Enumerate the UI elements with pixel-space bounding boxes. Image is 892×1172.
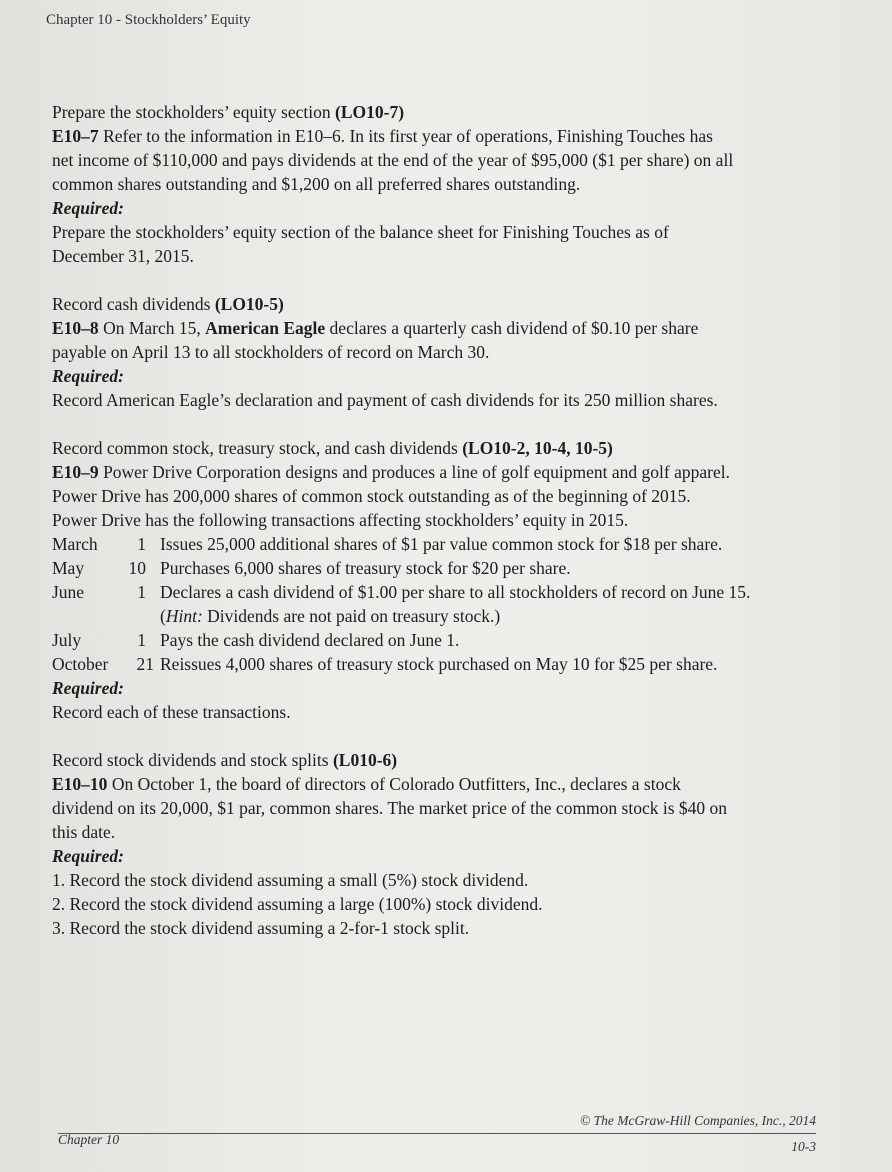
transaction-row: October 21 Reissues 4,000 shares of treasury stock purchased on May 10 for $25 per share. <box>52 654 718 674</box>
exercise-text: E10–9 Power Drive Corporation designs and produces a line of golf equipment and golf apparel. <box>52 462 730 482</box>
exercise-text: common shares outstanding and $1,200 on all preferred shares outstanding. <box>52 174 581 194</box>
footer-rule <box>58 1133 816 1134</box>
exercise-text: payable on April 13 to all stockholders of record on March 30. <box>52 342 490 362</box>
exercise-e10-10 <box>52 748 842 940</box>
exercise-heading: Record cash dividends (LO10-5) <box>52 294 284 314</box>
company-name: American Eagle <box>205 318 326 338</box>
list-item: 2. Record the stock dividend assuming a large (100%) stock dividend. <box>52 894 543 914</box>
exercise-text: E10–10 On October 1, the board of directors of Colorado Outfitters, Inc., declares a stock <box>52 774 681 794</box>
exercise-text: dividend on its 20,000, $1 par, common shares. The market price of the common stock is $40 on <box>52 798 728 818</box>
footer-chapter: Chapter 10 <box>58 1132 120 1147</box>
exercise-text: this date. <box>52 822 116 842</box>
exercises-content <box>52 100 842 964</box>
required-label: Required: <box>52 846 124 866</box>
exercise-text: E10–8 On March 15, American Eagle declares a quarterly cash dividend of $0.10 per share <box>52 318 699 338</box>
page-number: 10-3 <box>791 1139 816 1154</box>
exercise-heading: Record stock dividends and stock splits (L010-6) <box>52 750 398 770</box>
exercise-text: Power Drive has the following transactions affecting stockholders’ equity in 2015. <box>52 510 629 530</box>
running-head: Chapter 10 - Stockholders’ Equity <box>46 12 251 28</box>
required-text: Record each of these transactions. <box>52 702 291 722</box>
exercise-number: E10–9 <box>52 462 99 482</box>
exercise-number: E10–7 <box>52 126 99 146</box>
transaction-hint: (Hint: Dividends are not paid on treasury stock.) <box>160 606 501 626</box>
footer-copyright: © The McGraw-Hill Companies, Inc., 2014 <box>580 1113 816 1128</box>
exercise-text: E10–7 Refer to the information in E10–6. In its first year of operations, Finishing Touches has <box>52 126 713 146</box>
exercise-number: E10–8 <box>52 318 99 338</box>
exercise-heading: Prepare the stockholders’ equity section (LO10-7) <box>52 102 405 122</box>
exercise-text: Power Drive has 200,000 shares of common stock outstanding as of the beginning of 2015. <box>52 486 691 506</box>
transaction-row: June 1 Declares a cash dividend of $1.00 per share to all stockholders of record on June 15. <box>52 582 751 602</box>
required-label: Required: <box>52 198 124 218</box>
transaction-row: March 1 Issues 25,000 additional shares of $1 par value common stock for $18 per share. <box>52 534 723 554</box>
exercise-e10-7 <box>52 100 842 268</box>
list-item: 3. Record the stock dividend assuming a 2-for-1 stock split. <box>52 918 470 938</box>
required-text: Prepare the stockholders’ equity section of the balance sheet for Finishing Touches as of <box>52 222 669 242</box>
exercise-text: net income of $110,000 and pays dividends at the end of the year of $95,000 ($1 per share) on all <box>52 150 734 170</box>
transaction-row: May 10 Purchases 6,000 shares of treasury stock for $20 per share. <box>52 558 571 578</box>
transaction-row: July 1 Pays the cash dividend declared on June 1. <box>52 630 460 650</box>
exercise-e10-8 <box>52 292 842 412</box>
list-item: 1. Record the stock dividend assuming a small (5%) stock dividend. <box>52 870 529 890</box>
required-text: Record American Eagle’s declaration and payment of cash dividends for its 250 million shares. <box>52 390 718 410</box>
required-text: December 31, 2015. <box>52 246 194 266</box>
exercise-number: E10–10 <box>52 774 108 794</box>
required-label: Required: <box>52 678 124 698</box>
required-label: Required: <box>52 366 124 386</box>
exercise-heading: Record common stock, treasury stock, and cash dividends (LO10-2, 10-4, 10-5) <box>52 438 613 458</box>
exercise-e10-9 <box>52 436 842 724</box>
